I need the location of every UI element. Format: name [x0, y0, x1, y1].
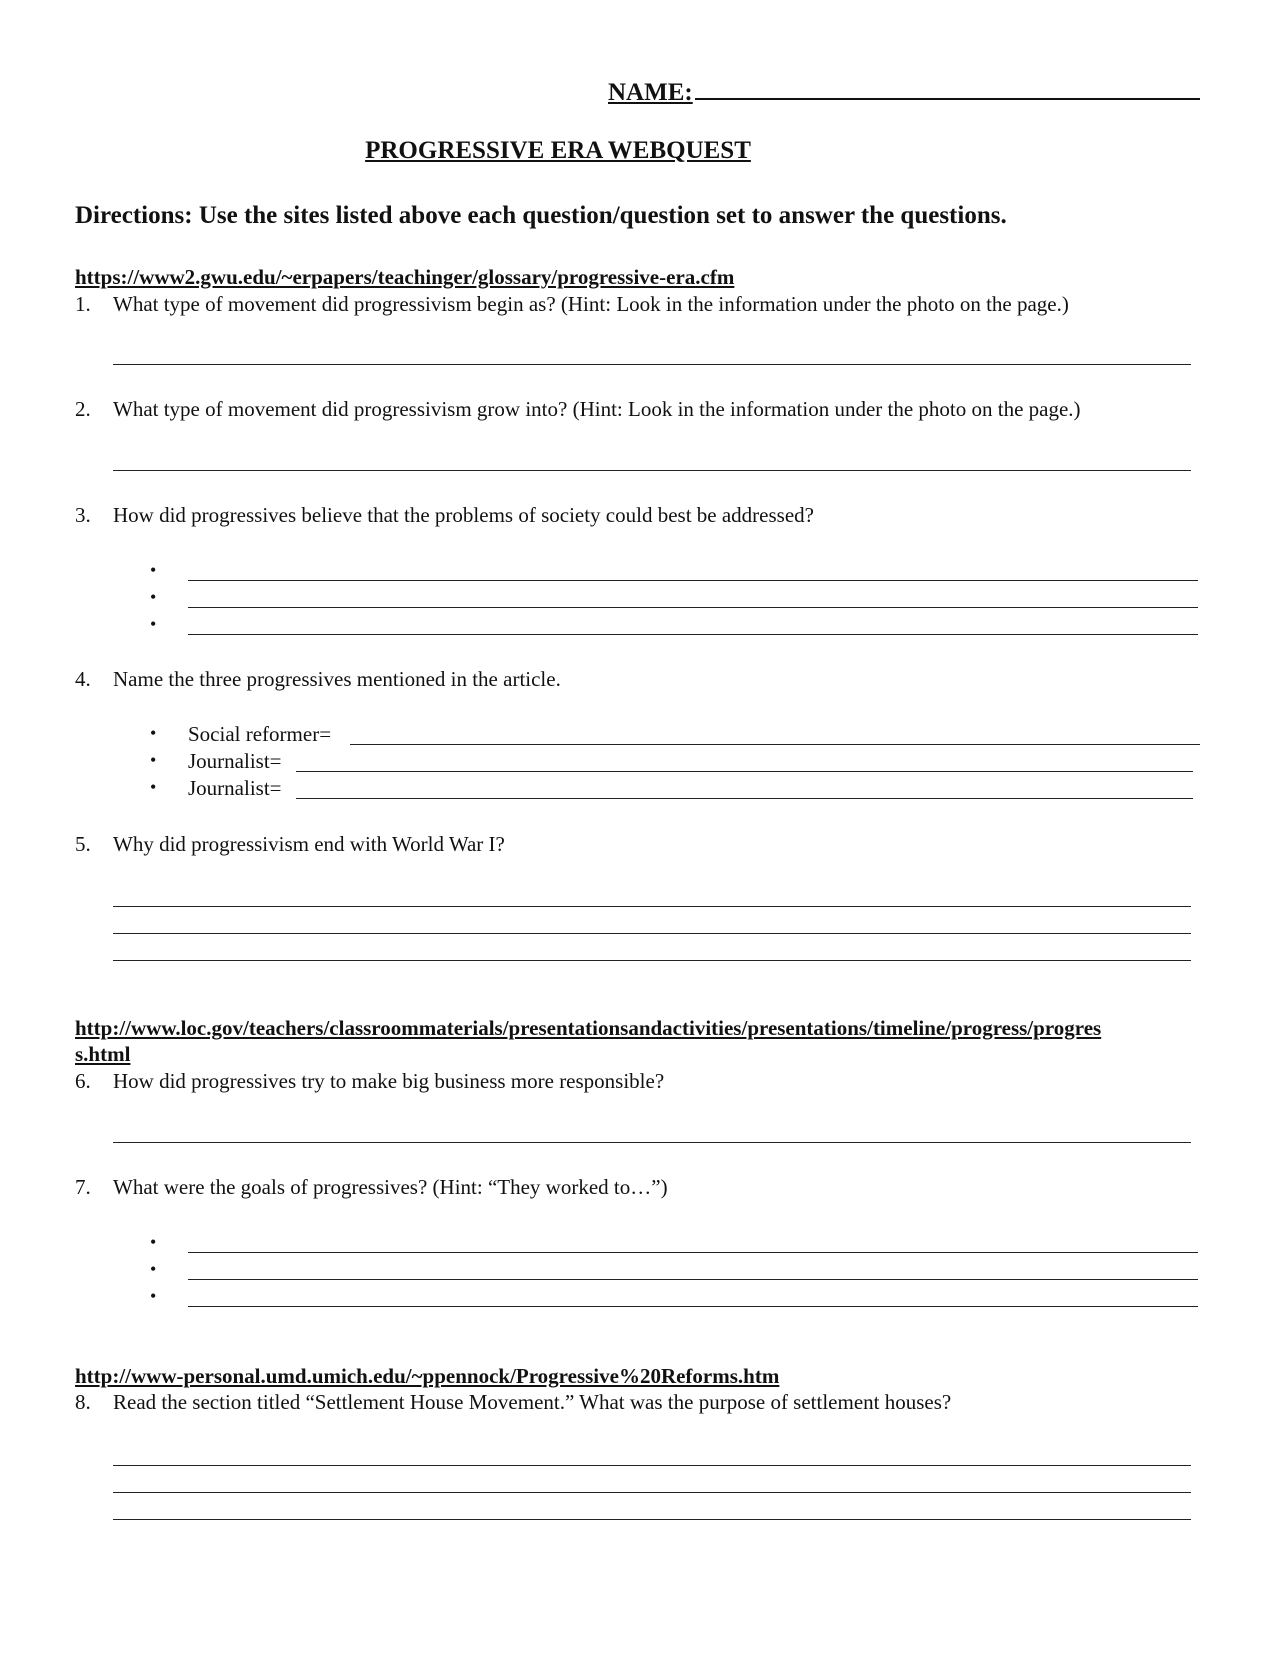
bullet: •	[150, 1259, 157, 1279]
answer-line[interactable]	[296, 798, 1193, 799]
question-text: How did progressives believe that the problems of society could best be addressed?	[113, 503, 814, 527]
social-reformer-label: Social reformer=	[188, 722, 332, 746]
question-number: 5.	[75, 832, 91, 856]
journalist-label: Journalist=	[188, 776, 282, 800]
question-number: 8.	[75, 1390, 91, 1414]
question-2	[75, 397, 1081, 422]
answer-line[interactable]	[350, 744, 1200, 745]
answer-line[interactable]	[113, 364, 1191, 365]
source-link-2[interactable]: http://www.loc.gov/teachers/classroommaterials/presentationsandactivities/presentations/timeline/progress/progres	[75, 1016, 1102, 1040]
answer-line[interactable]	[113, 1142, 1191, 1143]
bullet: •	[150, 587, 157, 607]
name-field[interactable]	[608, 74, 1200, 107]
answer-line[interactable]	[188, 1306, 1198, 1307]
answer-line[interactable]	[296, 771, 1193, 772]
question-text: Name the three progressives mentioned in the article.	[113, 667, 561, 691]
bullet: •	[150, 750, 157, 770]
source-link-1[interactable]: https://www2.gwu.edu/~erpapers/teachinger/glossary/progressive-era.cfm	[75, 265, 735, 289]
answer-line[interactable]	[113, 1519, 1191, 1520]
bullet: •	[150, 614, 157, 634]
question-7	[75, 1175, 668, 1200]
question-number: 6.	[75, 1069, 91, 1093]
question-number: 2.	[75, 397, 91, 421]
question-number: 7.	[75, 1175, 91, 1199]
name-label: NAME:	[608, 79, 693, 106]
answer-line[interactable]	[113, 1465, 1191, 1466]
bullet: •	[150, 1232, 157, 1252]
question-text: What were the goals of progressives? (Hint: “They worked to…”)	[113, 1175, 668, 1199]
question-number: 4.	[75, 667, 91, 691]
source-link-2-cont[interactable]: s.html	[75, 1042, 131, 1066]
question-3	[75, 503, 814, 528]
source-link-3[interactable]: http://www-personal.umd.umich.edu/~ppennock/Progressive%20Reforms.htm	[75, 1364, 780, 1388]
answer-line[interactable]	[188, 607, 1198, 608]
bullet: •	[150, 560, 157, 580]
journalist-label: Journalist=	[188, 749, 282, 773]
answer-line[interactable]	[188, 634, 1198, 635]
answer-line[interactable]	[188, 1279, 1198, 1280]
question-text: How did progressives try to make big business more responsible?	[113, 1069, 665, 1093]
answer-line[interactable]	[113, 906, 1191, 907]
bullet: •	[150, 723, 157, 743]
answer-line[interactable]	[113, 470, 1191, 471]
bullet: •	[150, 777, 157, 797]
question-5	[75, 832, 505, 857]
question-text: What type of movement did progressivism begin as? (Hint: Look in the information under the photo on the page.)	[113, 292, 1069, 316]
question-number: 3.	[75, 503, 91, 527]
answer-line[interactable]	[113, 960, 1191, 961]
question-text: Why did progressivism end with World War I?	[113, 832, 505, 856]
directions: Directions: Use the sites listed above each question/question set to answer the questions.	[75, 202, 1007, 229]
question-1	[75, 292, 1069, 317]
answer-line[interactable]	[188, 580, 1198, 581]
question-4	[75, 667, 561, 692]
bullet: •	[150, 1286, 157, 1306]
answer-line[interactable]	[113, 1492, 1191, 1493]
question-text: Read the section titled “Settlement House Movement.” What was the purpose of settlement houses?	[113, 1390, 952, 1414]
answer-line[interactable]	[188, 1252, 1198, 1253]
answer-line[interactable]	[113, 933, 1191, 934]
question-text: What type of movement did progressivism grow into? (Hint: Look in the information under the photo on the page.)	[113, 397, 1081, 421]
page-title: PROGRESSIVE ERA WEBQUEST	[365, 137, 751, 164]
question-number: 1.	[75, 292, 91, 316]
question-8	[75, 1390, 951, 1415]
name-blank[interactable]	[695, 74, 1200, 100]
question-6	[75, 1069, 664, 1094]
